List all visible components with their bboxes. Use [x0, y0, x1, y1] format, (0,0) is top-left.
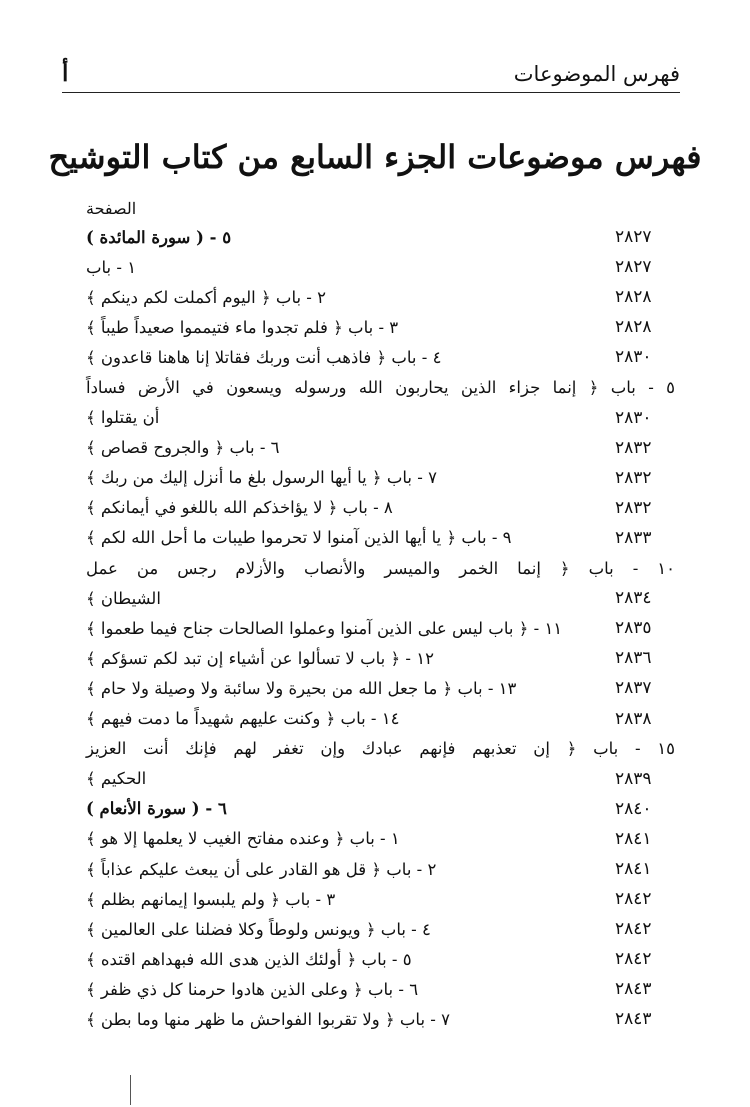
page-number: ٢٨٤٢	[615, 889, 652, 910]
page-number: ٢٨٣٥	[615, 618, 652, 639]
table-of-contents	[86, 222, 675, 1035]
toc-entry	[86, 282, 675, 312]
page-number: ٢٨٤١	[615, 828, 652, 849]
dot-leader	[444, 861, 609, 877]
entry-title: ١٣ - باب ﴿ ما جعل الله من بحيرة ولا سائبة ولا وصيلة ولا حام ﴾	[86, 678, 517, 698]
margin-mark	[130, 1075, 131, 1105]
dot-leader	[288, 440, 609, 456]
page-number: ٢٨٢٨	[615, 287, 652, 308]
dot-leader	[439, 921, 609, 937]
page-number: ٢٨٣٢	[615, 467, 652, 488]
toc-entry	[86, 553, 675, 583]
toc-entry	[86, 884, 675, 914]
toc-entry	[86, 914, 675, 944]
page-number: ٢٨٣٤	[615, 588, 652, 609]
page-number: ٢٨٤٣	[615, 1009, 652, 1030]
page-number: ٢٨٣٢	[615, 497, 652, 518]
dot-leader	[154, 771, 609, 787]
page-number: ٢٨٤١	[615, 859, 652, 880]
dot-leader	[343, 891, 609, 907]
entry-title: أن يقتلوا ﴾	[86, 408, 160, 428]
surah-heading: ٦ - ( سورة الأنعام )	[86, 799, 227, 819]
page-number: ٢٨٤٣	[615, 979, 652, 1000]
running-header	[62, 58, 680, 93]
dot-leader	[239, 229, 609, 245]
entry-title: ١ - باب ﴿ وعنده مفاتح الغيب لا يعلمها إلا هو ﴾	[86, 829, 400, 849]
toc-entry	[86, 944, 675, 974]
toc-entry	[86, 222, 675, 252]
toc-entry	[86, 974, 675, 1004]
entry-title: ٧ - باب ﴿ يا أيها الرسول بلغ ما أنزل إليك من ربك ﴾	[86, 468, 437, 488]
toc-entry	[86, 433, 675, 463]
toc-entry	[86, 252, 675, 282]
dot-leader	[401, 500, 609, 516]
toc-entry	[86, 734, 675, 764]
entry-title: ٦ - باب ﴿ والجروح قصاص ﴾	[86, 438, 280, 458]
dot-leader	[570, 620, 609, 636]
entry-title: ٣ - باب ﴿ فلم تجدوا ماء فتيمموا صعيداً طيباً ﴾	[86, 317, 399, 337]
toc-entry	[86, 673, 675, 703]
dot-leader	[408, 711, 610, 727]
dot-leader	[169, 590, 609, 606]
dot-leader	[420, 951, 609, 967]
entry-title: ١٢ - ﴿ باب لا تسألوا عن أشياء إن تبد لكم تسؤكم ﴾	[86, 648, 434, 668]
page-number: ٢٨٣٣	[615, 527, 652, 548]
entry-title: ١١ - ﴿ باب ليس على الذين آمنوا وعملوا الصالحات جناح فيما طعموا ﴾	[86, 618, 563, 638]
toc-entry	[86, 403, 675, 433]
toc-entry	[86, 493, 675, 523]
page-number: ٢٨٤٢	[615, 949, 652, 970]
toc-entry	[86, 583, 675, 613]
surah-heading: ٥ - ( سورة المائدة )	[86, 227, 232, 247]
page-number: ٢٨٣٠	[615, 407, 652, 428]
page-number: ٢٨٣٦	[615, 648, 652, 669]
toc-entry	[86, 312, 675, 342]
toc-entry	[86, 613, 675, 643]
dot-leader	[406, 319, 609, 335]
entry-title: ٥ - باب ﴿ أولئك الذين هدى الله فبهداهم اقتده ﴾	[86, 949, 412, 969]
page-number: ٢٨٣٠	[615, 347, 652, 368]
page-number: ٢٨٣٢	[615, 437, 652, 458]
toc-entry	[86, 794, 675, 824]
toc-entry	[86, 643, 675, 673]
toc-entry	[86, 463, 675, 493]
entry-title: ٢ - باب ﴿ قل هو القادر على أن يبعث عليكم عذاباً ﴾	[86, 859, 437, 879]
toc-entry	[86, 1004, 675, 1034]
dot-leader	[144, 259, 609, 275]
toc-entry	[86, 704, 675, 734]
entry-title: ٥ - باب ﴿ إنما جزاء الذين يحاربون الله ورسوله ويسعون في الأرض فساداً	[86, 378, 675, 398]
page-number: ٢٨٢٧	[615, 257, 652, 278]
toc-entry	[86, 824, 675, 854]
dot-leader	[426, 981, 609, 997]
toc-entry	[86, 764, 675, 794]
dot-leader	[167, 410, 609, 426]
entry-title: ١٠ - باب ﴿ إنما الخمر والميسر والأنصاب والأزلام رجس من عمل	[86, 558, 675, 578]
entry-title: ٧ - باب ﴿ ولا تقربوا الفواحش ما ظهر منها وما بطن ﴾	[86, 1009, 450, 1029]
dot-leader	[235, 801, 609, 817]
dot-leader	[442, 650, 609, 666]
dot-leader	[445, 470, 609, 486]
toc-entry	[86, 854, 675, 884]
dot-leader	[520, 530, 609, 546]
entry-title: الحكيم ﴾	[86, 769, 147, 789]
page-number: ٢٨٣٧	[615, 678, 652, 699]
toc-entry	[86, 372, 675, 402]
entry-title: ٤ - باب ﴿ فاذهب أنت وربك فقاتلا إنا هاهنا قاعدون ﴾	[86, 347, 442, 367]
running-title: فهرس الموضوعات	[513, 62, 680, 86]
page-number: ٢٨٣٩	[615, 768, 652, 789]
dot-leader	[334, 289, 609, 305]
entry-title: الشيطان ﴾	[86, 588, 161, 608]
entry-title: ٣ - باب ﴿ ولم يلبسوا إيمانهم بظلم ﴾	[86, 889, 336, 909]
entry-title: ٦ - باب ﴿ وعلى الذين هادوا حرمنا كل ذي ظفر ﴾	[86, 979, 419, 999]
toc-entry	[86, 523, 675, 553]
page-title: فهرس موضوعات الجزء السابع من كتاب التوشيح	[48, 138, 702, 176]
dot-leader	[524, 680, 609, 696]
page-number: ٢٨٢٧	[615, 227, 652, 248]
entry-title: ٤ - باب ﴿ ويونس ولوطاً وكلا فضلنا على العالمين ﴾	[86, 919, 431, 939]
page-number: ٢٨٤٠	[615, 798, 652, 819]
entry-title: ٢ - باب ﴿ اليوم أكملت لكم دينكم ﴾	[86, 287, 327, 307]
entry-title: ١٤ - باب ﴿ وكنت عليهم شهيداً ما دمت فيهم ﴾	[86, 709, 400, 729]
entry-title: ١٥ - باب ﴿ إن تعذبهم فإنهم عبادك وإن تغفر لهم فإنك أنت العزيز	[86, 739, 675, 759]
page-column-label: الصفحة	[86, 199, 137, 218]
page-letter: أ	[62, 60, 69, 87]
dot-leader	[458, 1011, 609, 1027]
dot-leader	[408, 831, 609, 847]
toc-entry	[86, 342, 675, 372]
page-number: ٢٨٢٨	[615, 317, 652, 338]
page-number: ٢٨٣٨	[615, 708, 652, 729]
dot-leader	[449, 349, 609, 365]
entry-title: ١ - باب	[86, 257, 137, 277]
page-number: ٢٨٤٢	[615, 919, 652, 940]
entry-title: ٨ - باب ﴿ لا يؤاخذكم الله باللغو في أيمانكم ﴾	[86, 498, 393, 518]
entry-title: ٩ - باب ﴿ يا أيها الذين آمنوا لا تحرموا طيبات ما أحل الله لكم ﴾	[86, 528, 512, 548]
